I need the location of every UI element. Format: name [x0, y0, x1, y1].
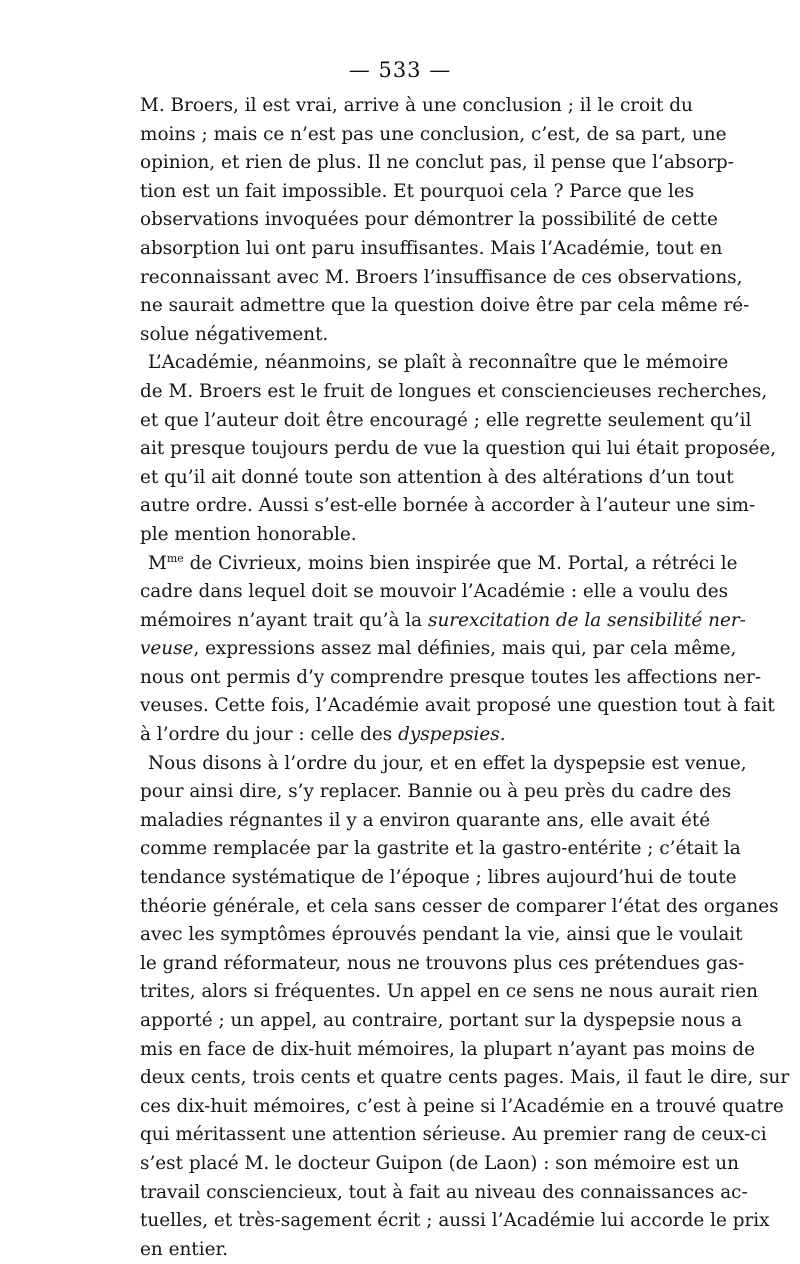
text-line: ne saurait admettre que la question doive être par cela même ré- — [140, 295, 750, 317]
text-line: théorie générale, et cela sans cesser de comparer l’état des organes — [140, 895, 779, 917]
text-line: deux cents, trois cents et quatre cents pages. Mais, il faut le dire, sur — [140, 1067, 790, 1089]
paragraph — [140, 550, 775, 750]
text-line: pour ainsi dire, s’y replacer. Bannie ou à peu près du cadre des — [140, 781, 732, 803]
text-line: $M^{me}$ de Civrieux, moins bien inspirée que M. Portal, a rétréci le — [148, 551, 738, 574]
text-line: reconnaissant avec M. Broers l’insuffisance de ces observations, — [140, 266, 743, 288]
text-line: en entier. — [140, 1238, 229, 1260]
text-line: solue négativement. — [140, 323, 329, 345]
text-line: L’Académie, néanmoins, se plaît à reconnaître que le mémoire — [148, 352, 729, 374]
text-line: tendance systématique de l’époque ; libres aujourd’hui de toute — [140, 867, 737, 889]
text-line: tuelles, et très-sagement écrit ; aussi l’Académie lui accorde le prix — [140, 1210, 770, 1232]
text-line: absorption lui ont paru insuffisantes. Mais l’Académie, tout en — [140, 237, 723, 259]
text-line: veuse, expressions assez mal définies, mais qui, par cela même, — [140, 638, 737, 660]
text-line: et qu’il ait donné toute son attention à des altérations d’un tout — [140, 466, 734, 488]
paragraph — [140, 750, 790, 1264]
text-line: ces dix-huit mémoires, c’est à peine si l’Académie en a trouvé quatre — [140, 1095, 784, 1117]
text-line: ple mention honorable. — [140, 523, 357, 545]
text-line: travail consciencieux, tout à fait au niveau des connaissances ac- — [140, 1181, 748, 1203]
text-line: ait presque toujours perdu de vue la question qui lui était proposée, — [140, 438, 777, 460]
body-text — [140, 92, 790, 1264]
text-line: apporté ; un appel, au contraire, portant sur la dyspepsie nous a — [140, 1010, 743, 1031]
text-line: le grand réformateur, nous ne trouvons plus ces prétendues gas- — [140, 952, 745, 974]
paragraph — [140, 349, 777, 549]
text-line: Nous disons à l’ordre du jour, et en effet la dyspepsie est venue, — [148, 752, 747, 774]
text-line: mis en face de dix-huit mémoires, la plupart n’ayant pas moins de — [140, 1038, 755, 1060]
text-line: trites, alors si fréquentes. Un appel en ce sens ne nous aurait rien — [140, 981, 758, 1003]
page-number: — 533 — — [348, 58, 452, 82]
text-line: qui méritassent une attention sérieuse. Au premier rang de ceux-ci — [140, 1124, 767, 1146]
paragraph — [140, 92, 750, 349]
text-line: et que l’auteur doit être encouragé ; elle regrette seulement qu’il — [140, 409, 752, 431]
text-line: tion est un fait impossible. Et pourquoi cela ? Parce que les — [140, 180, 695, 202]
text-line: observations invoquées pour démontrer la possibilité de cette — [140, 209, 718, 231]
text-line: avec les symptômes éprouvés pendant la vie, ainsi que le voulait — [140, 924, 743, 946]
text-line: M. Broers, il est vrai, arrive à une conclusion ; il le croit du — [140, 95, 693, 116]
text-line: moins ; mais ce n’est pas une conclusion, c’est, de sa part, une — [140, 123, 727, 145]
text-line: comme remplacée par la gastrite et la gastro-entérite ; c’était la — [140, 838, 741, 860]
text-line: cadre dans lequel doit se mouvoir l’Académie : elle a voulu des — [140, 581, 729, 603]
text-line: opinion, et rien de plus. Il ne conclut pas, il pense que l’absorp- — [140, 152, 734, 174]
text-line: veuses. Cette fois, l’Académie avait proposé une question tout à fait — [140, 695, 775, 717]
text-line: s’est placé M. le docteur Guipon (de Laon) : son mémoire est un — [140, 1152, 739, 1174]
text-line: de M. Broers est le fruit de longues et consciencieuses recherches, — [140, 380, 768, 402]
text-line: à l’ordre du jour : celle des dyspepsies. — [140, 724, 506, 746]
text-line: nous ont permis d’y comprendre presque toutes les affections ner- — [140, 666, 762, 688]
text-line: autre ordre. Aussi s’est-elle bornée à accorder à l’auteur une sim- — [140, 495, 756, 517]
text-line: mémoires n’ayant trait qu’à la surexcitation de la sensibilité ner- — [140, 609, 746, 631]
text-line: maladies régnantes il y a environ quarante ans, elle avait été — [140, 809, 711, 831]
